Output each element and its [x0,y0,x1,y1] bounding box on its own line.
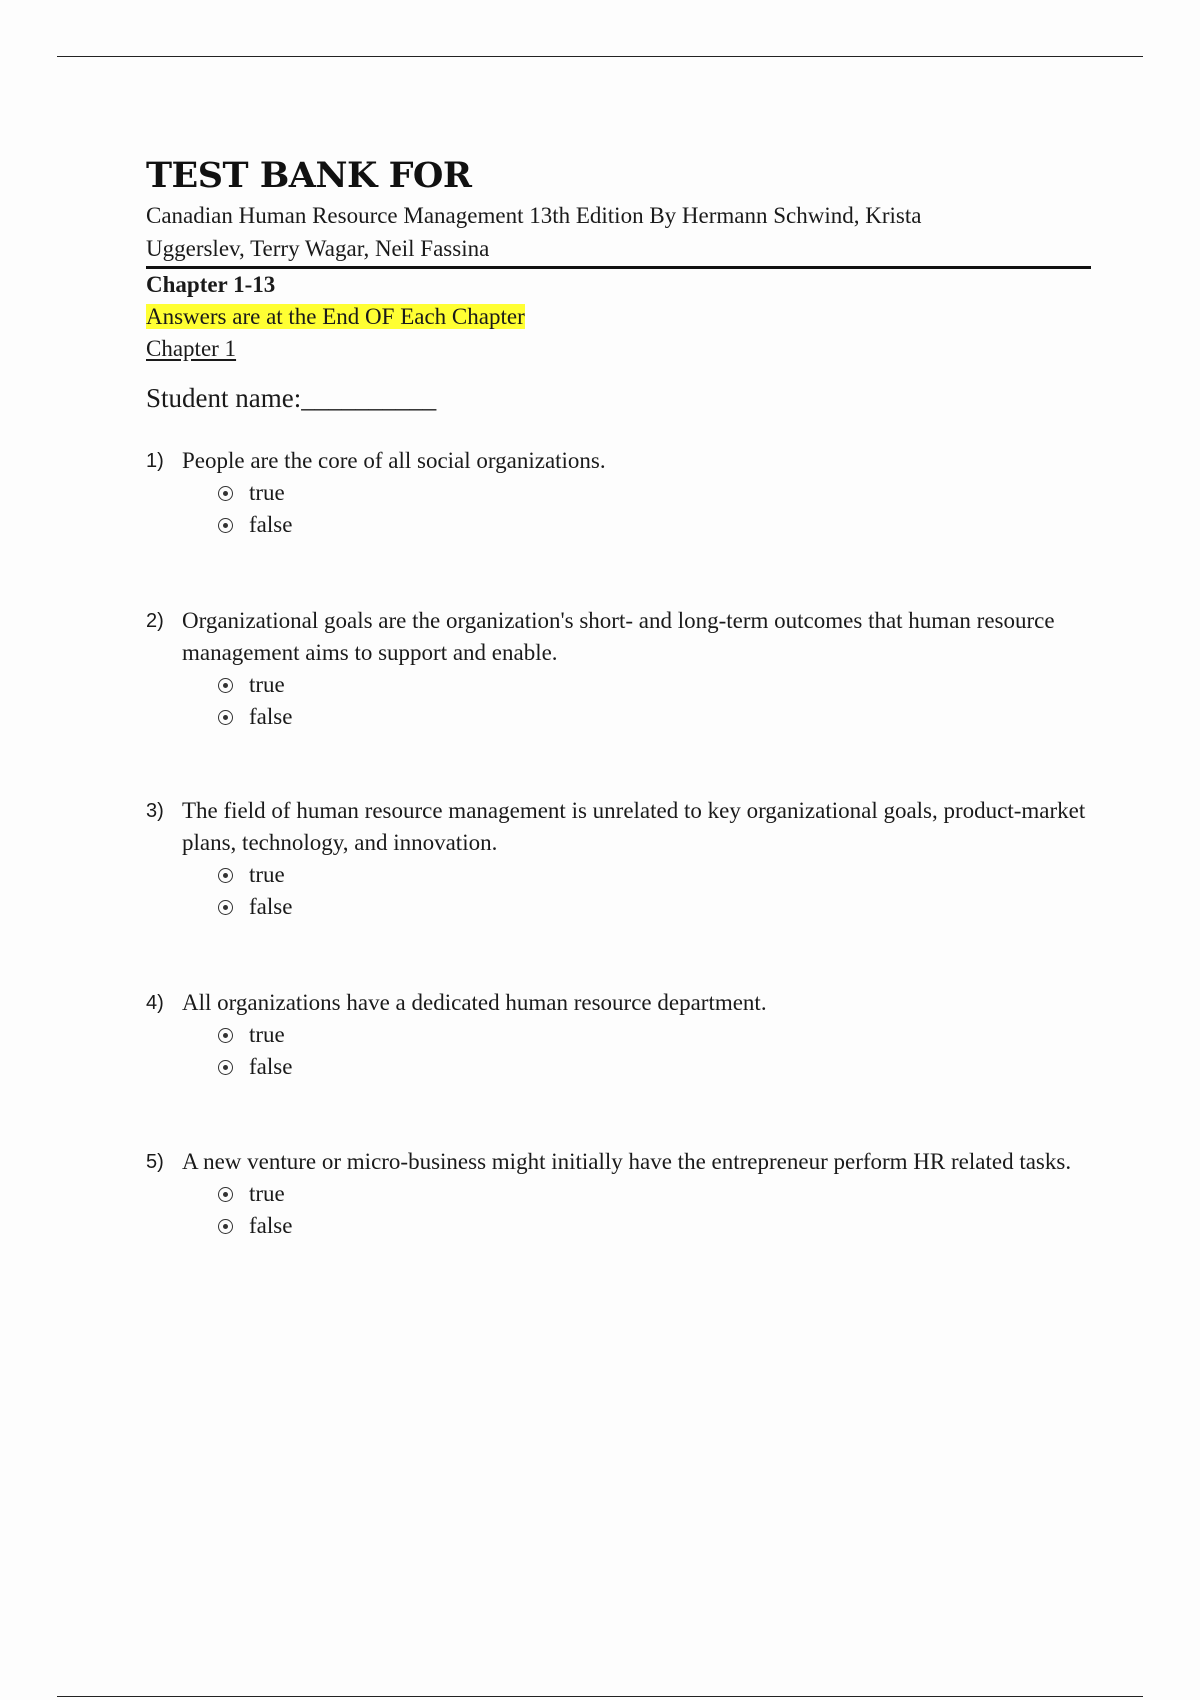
question-4 [146,987,1091,1083]
question-5 [146,1146,1091,1242]
question-text: A new venture or micro-business might initially have the entrepreneur perform HR related tasks. [182,1149,1072,1174]
question-text: Organizational goals are the organization's short- and long-term outcomes that human resource management aims to support and enable. [182,608,1055,665]
highlighted-note-text: Answers are at the End OF Each Chapter [146,304,525,329]
chapter-label: Chapter 1 [146,336,237,361]
radio-icon[interactable] [218,1028,233,1043]
option-label: true [249,480,285,505]
answers-note [146,301,1091,333]
radio-icon[interactable] [218,868,233,883]
option-label: false [249,894,293,919]
student-name-field: Student name:__________ [146,383,437,413]
option-true[interactable] [218,477,1091,509]
option-label: false [249,512,293,537]
radio-icon[interactable] [218,678,233,693]
question-number: 5) [146,1151,164,1173]
option-true[interactable] [218,1178,1091,1210]
option-false[interactable] [218,1051,1091,1083]
option-false[interactable] [218,1210,1091,1242]
option-label: true [249,862,285,887]
option-label: false [249,1213,293,1238]
question-text: People are the core of all social organizations. [182,448,606,473]
radio-icon[interactable] [218,1060,233,1075]
answer-options [218,1019,1091,1083]
document-header [146,150,1091,415]
option-true[interactable] [218,1019,1091,1051]
page-bottom-rule [57,1696,1143,1697]
option-false[interactable] [218,701,1091,733]
question-2 [146,605,1091,733]
option-false[interactable] [218,891,1091,923]
option-false[interactable] [218,509,1091,541]
question-number: 2) [146,610,164,632]
page-top-rule [57,56,1143,57]
question-text: The field of human resource management is unrelated to key organizational goals, product-market plans, technology, and innovation. [182,798,1086,855]
question-text: All organizations have a dedicated human resource department. [182,990,767,1015]
radio-icon[interactable] [218,710,233,725]
option-label: true [249,1181,285,1206]
question-1 [146,445,1091,541]
option-label: false [249,704,293,729]
option-true[interactable] [218,669,1091,701]
question-number: 1) [146,450,164,472]
question-3 [146,795,1091,923]
option-true[interactable] [218,859,1091,891]
question-number: 4) [146,992,164,1014]
option-label: true [249,672,285,697]
answer-options [218,1178,1091,1242]
option-label: true [249,1022,285,1047]
document-title: TEST BANK FOR [146,155,472,196]
radio-icon[interactable] [218,518,233,533]
document-subtitle: Canadian Human Resource Management 13th Edition By Hermann Schwind, Krista Uggerslev, Terry Wagar, Neil Fassina [146,203,922,261]
answer-options [218,477,1091,541]
radio-icon[interactable] [218,1219,233,1234]
radio-icon[interactable] [218,486,233,501]
question-number: 3) [146,800,164,822]
chapter-range: Chapter 1-13 [146,272,276,297]
radio-icon[interactable] [218,900,233,915]
radio-icon[interactable] [218,1187,233,1202]
answer-options [218,859,1091,923]
option-label: false [249,1054,293,1079]
answer-options [218,669,1091,733]
